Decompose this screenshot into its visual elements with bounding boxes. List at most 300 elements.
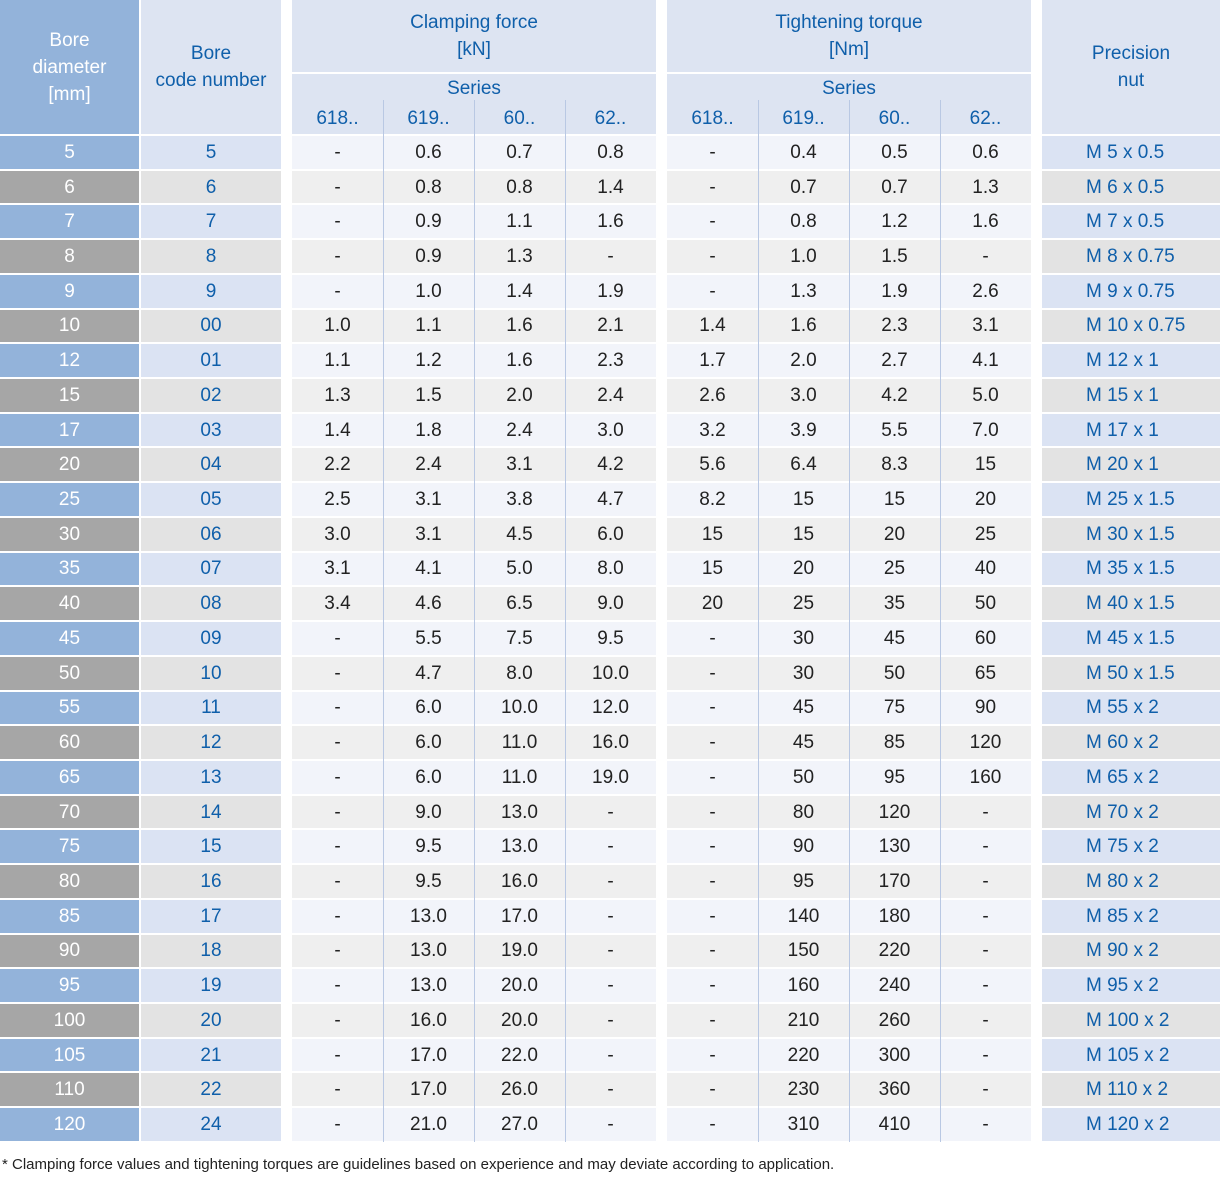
tightening-torque-cell: 170 bbox=[849, 865, 940, 898]
tightening-torque-cell: 1.5 bbox=[849, 240, 940, 273]
clamping-force-cell: 19.0 bbox=[565, 761, 656, 794]
bore-code-cell: 8 bbox=[141, 240, 281, 273]
bore-diameter-cell: 20 bbox=[0, 448, 139, 481]
bore-code-cell: 10 bbox=[141, 657, 281, 690]
bore-diameter-cell: 40 bbox=[0, 587, 139, 620]
precision-nut-cell: M 60 x 2 bbox=[1042, 726, 1220, 759]
clamping-force-cell: - bbox=[292, 761, 383, 794]
header-bore-code-line: code number bbox=[155, 70, 267, 91]
tightening-torque-cell: 160 bbox=[758, 969, 849, 1002]
tightening-torque-cell: 35 bbox=[849, 587, 940, 620]
precision-nut-cell: M 40 x 1.5 bbox=[1042, 587, 1220, 620]
tightening-torque-cell: - bbox=[940, 796, 1031, 829]
tightening-torque-cell: 310 bbox=[758, 1108, 849, 1141]
bore-diameter-cell: 50 bbox=[0, 657, 139, 690]
tightening-torque-cell: 3.0 bbox=[758, 379, 849, 412]
series-column-divider bbox=[758, 100, 759, 1142]
clamping-force-cell: 1.0 bbox=[383, 275, 474, 308]
clamping-force-cell: 3.0 bbox=[565, 414, 656, 447]
bore-code-cell: 01 bbox=[141, 344, 281, 377]
bore-diameter-cell: 55 bbox=[0, 692, 139, 725]
precision-nut-cell: M 65 x 2 bbox=[1042, 761, 1220, 794]
clamping-force-cell: 11.0 bbox=[474, 726, 565, 759]
header-bore-diameter-line: [mm] bbox=[48, 83, 91, 105]
bore-code-cell: 12 bbox=[141, 726, 281, 759]
header-bore-diameter-line: Bore bbox=[49, 29, 90, 51]
tightening-torque-cell: 230 bbox=[758, 1073, 849, 1106]
tightening-torque-cell: - bbox=[940, 969, 1031, 1002]
bore-diameter-cell: 35 bbox=[0, 553, 139, 586]
bore-code-cell: 11 bbox=[141, 692, 281, 725]
bore-code-cell: 5 bbox=[141, 136, 281, 169]
tightening-torque-cell: 75 bbox=[849, 692, 940, 725]
clamping-force-cell: 3.1 bbox=[474, 448, 565, 481]
tightening-torque-title bbox=[667, 0, 1031, 72]
clamping-force-cell: 4.7 bbox=[565, 483, 656, 516]
tightening-torque-cell: 150 bbox=[758, 935, 849, 968]
tightening-torque-cell: 1.0 bbox=[758, 240, 849, 273]
tightening-torque-cell: - bbox=[667, 969, 758, 1002]
tightening-torque-cell: 5.0 bbox=[940, 379, 1031, 412]
clamping-force-cell: 3.4 bbox=[292, 587, 383, 620]
clamping-force-cell: 26.0 bbox=[474, 1073, 565, 1106]
clamping-force-cell: 2.4 bbox=[474, 414, 565, 447]
tightening-torque-cell: 60 bbox=[940, 622, 1031, 655]
clamping-force-cell: 13.0 bbox=[383, 935, 474, 968]
tightening-torque-series-0: 618.. bbox=[667, 103, 758, 134]
tightening-torque-cell: 3.1 bbox=[940, 310, 1031, 343]
clamping-force-cell: 21.0 bbox=[383, 1108, 474, 1141]
clamping-force-cell: - bbox=[292, 136, 383, 169]
bore-diameter-cell: 45 bbox=[0, 622, 139, 655]
clamping-force-cell: 9.5 bbox=[383, 830, 474, 863]
clamping-force-cell: 6.0 bbox=[383, 726, 474, 759]
bore-diameter-cell: 30 bbox=[0, 518, 139, 551]
precision-nut-cell: M 120 x 2 bbox=[1042, 1108, 1220, 1141]
clamping-force-cell: 6.0 bbox=[565, 518, 656, 551]
precision-nut-cell: M 15 x 1 bbox=[1042, 379, 1220, 412]
tightening-torque-cell: 1.3 bbox=[940, 171, 1031, 204]
clamping-force-cell: 16.0 bbox=[383, 1004, 474, 1037]
tightening-torque-cell: - bbox=[667, 171, 758, 204]
clamping-force-title-line: [kN] bbox=[457, 39, 491, 60]
clamping-force-cell: - bbox=[292, 275, 383, 308]
tightening-torque-cell: - bbox=[667, 796, 758, 829]
clamping-force-cell: 4.5 bbox=[474, 518, 565, 551]
tightening-torque-cell: 15 bbox=[667, 553, 758, 586]
tightening-torque-title-line: Tightening torque bbox=[775, 12, 923, 33]
tightening-torque-cell: 85 bbox=[849, 726, 940, 759]
bore-diameter-cell: 7 bbox=[0, 205, 139, 238]
clamping-force-cell: - bbox=[565, 900, 656, 933]
tightening-torque-cell: 15 bbox=[758, 518, 849, 551]
tightening-torque-cell: 7.0 bbox=[940, 414, 1031, 447]
tightening-torque-cell: - bbox=[940, 830, 1031, 863]
tightening-torque-cell: - bbox=[667, 1004, 758, 1037]
clamping-force-cell: - bbox=[292, 865, 383, 898]
bore-diameter-cell: 75 bbox=[0, 830, 139, 863]
clamping-force-cell: 7.5 bbox=[474, 622, 565, 655]
tightening-torque-cell: 80 bbox=[758, 796, 849, 829]
tightening-torque-cell: - bbox=[667, 865, 758, 898]
series-column-divider bbox=[565, 100, 566, 1142]
tightening-torque-cell: 50 bbox=[849, 657, 940, 690]
tightening-torque-cell: - bbox=[667, 240, 758, 273]
clamping-force-cell: 2.5 bbox=[292, 483, 383, 516]
tightening-torque-cell: - bbox=[940, 1108, 1031, 1141]
bore-diameter-cell: 85 bbox=[0, 900, 139, 933]
footnote: * Clamping force values and tightening torques are guidelines based on experience and may deviate according to application. bbox=[2, 1156, 835, 1173]
bore-code-cell: 00 bbox=[141, 310, 281, 343]
tightening-torque-cell: 20 bbox=[667, 587, 758, 620]
clamping-force-cell: 17.0 bbox=[383, 1039, 474, 1072]
tightening-torque-cell: - bbox=[940, 240, 1031, 273]
clamping-force-cell: 10.0 bbox=[565, 657, 656, 690]
clamping-force-cell: 3.1 bbox=[383, 518, 474, 551]
clamping-force-cell: 2.2 bbox=[292, 448, 383, 481]
tightening-torque-cell: 5.5 bbox=[849, 414, 940, 447]
tightening-torque-series-2: 60.. bbox=[849, 103, 940, 134]
clamping-force-cell: 13.0 bbox=[383, 969, 474, 1002]
bore-diameter-cell: 110 bbox=[0, 1073, 139, 1106]
bore-code-cell: 08 bbox=[141, 587, 281, 620]
clamping-force-cell: 1.0 bbox=[292, 310, 383, 343]
bore-diameter-cell: 65 bbox=[0, 761, 139, 794]
tightening-torque-cell: 95 bbox=[758, 865, 849, 898]
bore-code-cell: 20 bbox=[141, 1004, 281, 1037]
tightening-torque-cell: 2.6 bbox=[940, 275, 1031, 308]
clamping-force-cell: 9.5 bbox=[565, 622, 656, 655]
tightening-torque-cell: 95 bbox=[849, 761, 940, 794]
bore-code-cell: 15 bbox=[141, 830, 281, 863]
clamping-force-cell: - bbox=[565, 935, 656, 968]
clamping-force-cell: 1.4 bbox=[474, 275, 565, 308]
tightening-torque-cell: 45 bbox=[758, 692, 849, 725]
clamping-force-cell: - bbox=[292, 1004, 383, 1037]
bore-code-cell: 22 bbox=[141, 1073, 281, 1106]
precision-nut-cell: M 35 x 1.5 bbox=[1042, 553, 1220, 586]
clamping-force-cell: 17.0 bbox=[383, 1073, 474, 1106]
precision-nut-cell: M 90 x 2 bbox=[1042, 935, 1220, 968]
tightening-torque-cell: 8.3 bbox=[849, 448, 940, 481]
tightening-torque-cell: - bbox=[667, 900, 758, 933]
tightening-torque-cell: 120 bbox=[849, 796, 940, 829]
clamping-force-cell: 9.0 bbox=[565, 587, 656, 620]
tightening-torque-series-1: 619.. bbox=[758, 103, 849, 134]
clamping-force-cell: 4.2 bbox=[565, 448, 656, 481]
tightening-torque-cell: - bbox=[667, 1108, 758, 1141]
tightening-torque-cell: 45 bbox=[849, 622, 940, 655]
clamping-force-cell: 1.6 bbox=[474, 344, 565, 377]
tightening-torque-cell: 25 bbox=[758, 587, 849, 620]
clamping-force-cell: 3.8 bbox=[474, 483, 565, 516]
bore-code-cell: 19 bbox=[141, 969, 281, 1002]
bore-diameter-cell: 25 bbox=[0, 483, 139, 516]
tightening-torque-cell: 210 bbox=[758, 1004, 849, 1037]
tightening-torque-cell: - bbox=[940, 1039, 1031, 1072]
clamping-force-cell: 1.4 bbox=[292, 414, 383, 447]
tightening-torque-cell: 1.4 bbox=[667, 310, 758, 343]
bore-diameter-cell: 105 bbox=[0, 1039, 139, 1072]
clamping-force-cell: 1.6 bbox=[474, 310, 565, 343]
clamping-force-cell: - bbox=[565, 796, 656, 829]
clamping-force-cell: 9.5 bbox=[383, 865, 474, 898]
bore-code-cell: 09 bbox=[141, 622, 281, 655]
clamping-force-title-line: Clamping force bbox=[410, 12, 538, 33]
precision-nut-cell: M 70 x 2 bbox=[1042, 796, 1220, 829]
clamping-force-cell: 4.6 bbox=[383, 587, 474, 620]
bore-code-cell: 6 bbox=[141, 171, 281, 204]
clamping-force-cell: - bbox=[292, 240, 383, 273]
tightening-torque-cell: 6.4 bbox=[758, 448, 849, 481]
tightening-torque-cell: 50 bbox=[940, 587, 1031, 620]
clamping-force-cell: - bbox=[292, 1039, 383, 1072]
tightening-torque-cell: 20 bbox=[758, 553, 849, 586]
bore-diameter-cell: 9 bbox=[0, 275, 139, 308]
tightening-torque-cell: - bbox=[667, 275, 758, 308]
bore-code-cell: 18 bbox=[141, 935, 281, 968]
precision-nut-cell: M 17 x 1 bbox=[1042, 414, 1220, 447]
tightening-torque-cell: 4.1 bbox=[940, 344, 1031, 377]
clamping-force-cell: - bbox=[565, 240, 656, 273]
tightening-torque-cell: 2.3 bbox=[849, 310, 940, 343]
clamping-force-cell: - bbox=[565, 1108, 656, 1141]
clamping-force-cell: - bbox=[292, 1073, 383, 1106]
clamping-force-cell: 13.0 bbox=[474, 796, 565, 829]
bore-diameter-cell: 60 bbox=[0, 726, 139, 759]
clamping-force-cell: 5.0 bbox=[474, 553, 565, 586]
tightening-torque-cell: 140 bbox=[758, 900, 849, 933]
tightening-torque-cell: 40 bbox=[940, 553, 1031, 586]
tightening-torque-cell: 1.9 bbox=[849, 275, 940, 308]
tightening-torque-cell: 20 bbox=[849, 518, 940, 551]
precision-nut-cell: M 75 x 2 bbox=[1042, 830, 1220, 863]
tightening-torque-cell: - bbox=[667, 726, 758, 759]
clamping-force-cell: - bbox=[292, 622, 383, 655]
header-bore-code bbox=[141, 0, 281, 134]
header-bore-code-line: Bore bbox=[190, 43, 232, 64]
clamping-force-cell: 4.7 bbox=[383, 657, 474, 690]
tightening-torque-cell: 220 bbox=[849, 935, 940, 968]
clamping-force-cell: 11.0 bbox=[474, 761, 565, 794]
series-column-divider bbox=[940, 100, 941, 1142]
tightening-torque-cell: 50 bbox=[758, 761, 849, 794]
tightening-torque-cell: 130 bbox=[849, 830, 940, 863]
bore-diameter-cell: 6 bbox=[0, 171, 139, 204]
tightening-torque-cell: - bbox=[940, 865, 1031, 898]
precision-nut-cell: M 20 x 1 bbox=[1042, 448, 1220, 481]
bore-diameter-cell: 100 bbox=[0, 1004, 139, 1037]
header-precision-nut-line: nut bbox=[1117, 70, 1145, 91]
clamping-force-cell: 16.0 bbox=[474, 865, 565, 898]
clamping-force-cell: 19.0 bbox=[474, 935, 565, 968]
clamping-force-cell: 2.0 bbox=[474, 379, 565, 412]
clamping-force-cell: 4.1 bbox=[383, 553, 474, 586]
clamping-force-cell: 1.1 bbox=[383, 310, 474, 343]
clamping-force-cell: 6.0 bbox=[383, 761, 474, 794]
series-column-divider bbox=[849, 100, 850, 1142]
tightening-torque-cell: - bbox=[940, 1004, 1031, 1037]
tightening-torque-cell: 0.5 bbox=[849, 136, 940, 169]
bore-code-cell: 04 bbox=[141, 448, 281, 481]
clamping-force-cell: 1.4 bbox=[565, 171, 656, 204]
clamping-force-cell: 3.0 bbox=[292, 518, 383, 551]
bore-diameter-cell: 90 bbox=[0, 935, 139, 968]
tightening-torque-cell: 220 bbox=[758, 1039, 849, 1072]
clamping-force-series-0: 618.. bbox=[292, 103, 383, 134]
precision-nut-cell: M 7 x 0.5 bbox=[1042, 205, 1220, 238]
precision-nut-cell: M 12 x 1 bbox=[1042, 344, 1220, 377]
clamping-force-cell: - bbox=[565, 1039, 656, 1072]
header-precision-nut bbox=[1042, 0, 1220, 134]
tightening-torque-cell: 45 bbox=[758, 726, 849, 759]
tightening-torque-cell: 1.6 bbox=[758, 310, 849, 343]
precision-nut-cell: M 25 x 1.5 bbox=[1042, 483, 1220, 516]
clamping-force-cell: 9.0 bbox=[383, 796, 474, 829]
tightening-torque-cell: 30 bbox=[758, 657, 849, 690]
clamping-force-cell: 0.8 bbox=[474, 171, 565, 204]
tightening-torque-cell: 4.2 bbox=[849, 379, 940, 412]
clamping-force-cell: - bbox=[565, 1004, 656, 1037]
clamping-force-cell: - bbox=[292, 969, 383, 1002]
bore-diameter-cell: 120 bbox=[0, 1108, 139, 1141]
tightening-torque-cell: - bbox=[667, 205, 758, 238]
tightening-torque-cell: 180 bbox=[849, 900, 940, 933]
tightening-torque-cell: 160 bbox=[940, 761, 1031, 794]
clamping-force-cell: 0.8 bbox=[565, 136, 656, 169]
precision-nut-cell: M 100 x 2 bbox=[1042, 1004, 1220, 1037]
clamping-force-cell: 16.0 bbox=[565, 726, 656, 759]
clamping-force-cell: - bbox=[565, 1073, 656, 1106]
header-precision-nut-line: Precision bbox=[1091, 43, 1171, 64]
tightening-torque-cell: 15 bbox=[940, 448, 1031, 481]
tightening-torque-cell: 90 bbox=[940, 692, 1031, 725]
clamping-force-title bbox=[292, 0, 656, 72]
bore-code-cell: 21 bbox=[141, 1039, 281, 1072]
tightening-torque-cell: 3.9 bbox=[758, 414, 849, 447]
clamping-force-cell: - bbox=[292, 900, 383, 933]
clamping-force-cell: 2.1 bbox=[565, 310, 656, 343]
clamping-force-cell: - bbox=[292, 726, 383, 759]
bore-code-cell: 16 bbox=[141, 865, 281, 898]
bore-diameter-cell: 10 bbox=[0, 310, 139, 343]
tightening-torque-cell: 240 bbox=[849, 969, 940, 1002]
clamping-force-cell: 1.8 bbox=[383, 414, 474, 447]
header-bore-diameter-line: diameter bbox=[32, 56, 107, 78]
bore-diameter-cell: 17 bbox=[0, 414, 139, 447]
tightening-torque-cell: 410 bbox=[849, 1108, 940, 1141]
tightening-torque-cell: 260 bbox=[849, 1004, 940, 1037]
tightening-torque-cell: - bbox=[667, 657, 758, 690]
tightening-torque-cell: 0.4 bbox=[758, 136, 849, 169]
clamping-force-cell: - bbox=[292, 830, 383, 863]
tightening-torque-cell: 5.6 bbox=[667, 448, 758, 481]
clamping-force-cell: 6.5 bbox=[474, 587, 565, 620]
clamping-force-series-1: 619.. bbox=[383, 103, 474, 134]
bore-diameter-cell: 8 bbox=[0, 240, 139, 273]
tightening-torque-cell: 30 bbox=[758, 622, 849, 655]
bore-diameter-cell: 80 bbox=[0, 865, 139, 898]
clamping-force-cell: 0.9 bbox=[383, 240, 474, 273]
clamping-force-cell: 0.9 bbox=[383, 205, 474, 238]
clamping-force-cell: - bbox=[292, 935, 383, 968]
precision-nut-cell: M 5 x 0.5 bbox=[1042, 136, 1220, 169]
bore-code-cell: 13 bbox=[141, 761, 281, 794]
clamping-force-cell: 22.0 bbox=[474, 1039, 565, 1072]
tightening-torque-cell: 300 bbox=[849, 1039, 940, 1072]
tightening-torque-cell: 1.7 bbox=[667, 344, 758, 377]
tightening-torque-cell: 65 bbox=[940, 657, 1031, 690]
bore-code-cell: 7 bbox=[141, 205, 281, 238]
clamping-force-cell: 0.6 bbox=[383, 136, 474, 169]
tightening-torque-cell: 8.2 bbox=[667, 483, 758, 516]
precision-nut-cell: M 95 x 2 bbox=[1042, 969, 1220, 1002]
tightening-torque-cell: - bbox=[667, 761, 758, 794]
clamping-force-cell: 20.0 bbox=[474, 969, 565, 1002]
clamping-force-series-3: 62.. bbox=[565, 103, 656, 134]
tightening-torque-cell: 1.3 bbox=[758, 275, 849, 308]
precision-nut-cell: M 110 x 2 bbox=[1042, 1073, 1220, 1106]
clamping-force-cell: 27.0 bbox=[474, 1108, 565, 1141]
precision-nut-cell: M 80 x 2 bbox=[1042, 865, 1220, 898]
tightening-torque-cell: - bbox=[667, 622, 758, 655]
series-column-divider bbox=[474, 100, 475, 1142]
tightening-torque-cell: 3.2 bbox=[667, 414, 758, 447]
clamping-force-cell: - bbox=[292, 205, 383, 238]
tightening-torque-cell: - bbox=[940, 1073, 1031, 1106]
tightening-torque-cell: 2.6 bbox=[667, 379, 758, 412]
clamping-force-cell: - bbox=[565, 969, 656, 1002]
precision-nut-cell: M 9 x 0.75 bbox=[1042, 275, 1220, 308]
bore-code-cell: 24 bbox=[141, 1108, 281, 1141]
tightening-torque-series-label: Series bbox=[667, 74, 1031, 103]
header-bore-diameter bbox=[0, 0, 139, 134]
clamping-force-cell: 13.0 bbox=[383, 900, 474, 933]
clamping-force-cell: 1.3 bbox=[474, 240, 565, 273]
clamping-force-cell: 12.0 bbox=[565, 692, 656, 725]
bore-code-cell: 05 bbox=[141, 483, 281, 516]
clamping-force-cell: 3.1 bbox=[383, 483, 474, 516]
tightening-torque-series-3: 62.. bbox=[940, 103, 1031, 134]
clamping-force-cell: 1.9 bbox=[565, 275, 656, 308]
clamping-force-cell: 6.0 bbox=[383, 692, 474, 725]
tightening-torque-cell: - bbox=[940, 900, 1031, 933]
tightening-torque-cell: 25 bbox=[940, 518, 1031, 551]
clamping-force-cell: - bbox=[292, 171, 383, 204]
precision-nut-cell: M 55 x 2 bbox=[1042, 692, 1220, 725]
precision-nut-cell: M 6 x 0.5 bbox=[1042, 171, 1220, 204]
bore-code-cell: 02 bbox=[141, 379, 281, 412]
tightening-torque-cell: 360 bbox=[849, 1073, 940, 1106]
clamping-force-cell: 3.1 bbox=[292, 553, 383, 586]
tightening-torque-cell: 15 bbox=[849, 483, 940, 516]
clamping-force-cell: 2.4 bbox=[565, 379, 656, 412]
bore-diameter-cell: 70 bbox=[0, 796, 139, 829]
bore-diameter-cell: 5 bbox=[0, 136, 139, 169]
clamping-force-cell: - bbox=[565, 865, 656, 898]
precision-nut-cell: M 85 x 2 bbox=[1042, 900, 1220, 933]
clamping-force-cell: 10.0 bbox=[474, 692, 565, 725]
tightening-torque-cell: 15 bbox=[667, 518, 758, 551]
bore-diameter-cell: 12 bbox=[0, 344, 139, 377]
precision-nut-cell: M 10 x 0.75 bbox=[1042, 310, 1220, 343]
clamping-force-cell: 1.5 bbox=[383, 379, 474, 412]
clamping-force-cell: - bbox=[292, 657, 383, 690]
tightening-torque-cell: 1.2 bbox=[849, 205, 940, 238]
clamping-force-cell: - bbox=[292, 1108, 383, 1141]
clamping-force-series-2: 60.. bbox=[474, 103, 565, 134]
series-column-divider bbox=[383, 100, 384, 1142]
